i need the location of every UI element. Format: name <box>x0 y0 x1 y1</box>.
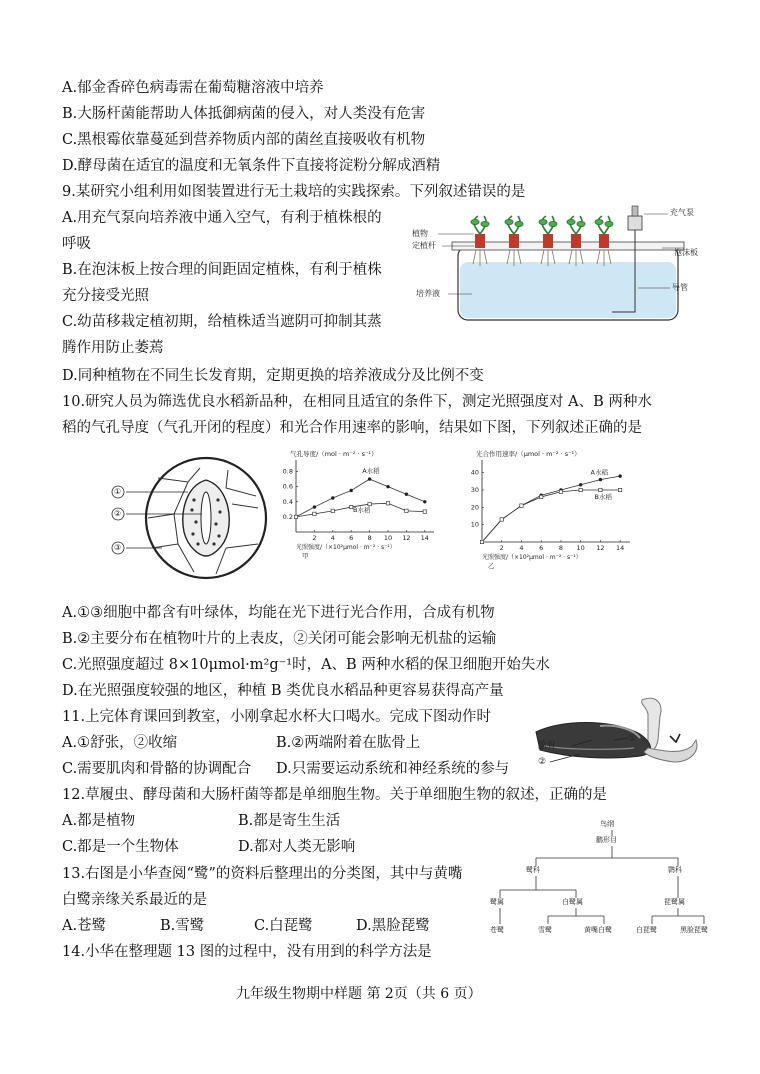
arm-figure <box>530 690 706 786</box>
hydroponic-figure <box>412 202 708 326</box>
q9-option-c-line1: C.幼苗移栽定植初期，给植株适当遮阴可抑制其蒸 <box>62 314 382 330</box>
data-point-a <box>423 500 426 503</box>
y-tick-label: 0.8 <box>282 467 293 476</box>
q11-option-d: D.只需要运动系统和神经系统的参与 <box>276 761 510 777</box>
x-tick-label: 6 <box>349 534 354 542</box>
q11-option-a: A.①舒张，②收缩 <box>62 735 178 751</box>
stomata-figure <box>108 448 278 588</box>
q11-option-c: C.需要肌肉和骨骼的协调配合 <box>62 761 252 777</box>
data-point-a <box>579 483 582 486</box>
tree-family-heron: 鹭科 <box>526 866 540 874</box>
classification-tree <box>476 818 716 952</box>
tree-genus-platalea: 琵鹭属 <box>664 898 685 906</box>
solution-label: 培养液 <box>416 289 440 298</box>
x-axis-label: 光照强度/（×10²μmol · m⁻² · s⁻¹） <box>296 544 396 551</box>
data-point-a <box>313 505 316 508</box>
q12-stem: 12.草履虫、酵母菌和大肠杆菌等都是单细胞生物。关于单细胞生物的叙述，正确的是 <box>62 787 608 803</box>
data-point-b <box>386 502 389 505</box>
q11-stem: 11.上完体育课回到教室，小刚拿起水杯大口喝水。完成下图动作时 <box>62 709 492 725</box>
plant-label: 植物 <box>412 229 428 238</box>
data-point-a <box>405 493 408 496</box>
foam-label: 泡沫板 <box>674 248 698 257</box>
y-tick-label: 0.6 <box>282 482 293 491</box>
q8-option-b: B.大肠杆菌能帮助人体抵御病菌的侵入，对人类没有危害 <box>62 106 426 122</box>
x-tick-label: 12 <box>596 544 605 552</box>
q10-option-c: C.光照强度超过 8×10μmol·m²g⁻¹时，A、B 两种水稻的保卫细胞开始失水 <box>62 657 550 673</box>
data-point-b <box>480 540 483 543</box>
pump-label: 充气泵 <box>670 208 694 217</box>
q8-option-a: A.郁金香碎色病毒需在葡萄糖溶液中培养 <box>62 80 324 96</box>
q13-stem-line1: 13.右图是小华查阅“鹭”的资料后整理出的分类图，其中与黄嘴 <box>62 866 463 882</box>
stomata-diagram <box>108 448 278 588</box>
data-point-b <box>540 495 543 498</box>
data-point-a <box>386 485 389 488</box>
data-point-b <box>500 518 503 521</box>
data-point-b <box>331 509 334 512</box>
series-label-a: A水稻 <box>362 467 380 476</box>
tree-species-snowy-egret: 雪鹭 <box>538 926 552 934</box>
data-point-b <box>520 504 523 507</box>
q9-stem: 9.某研究小组利用如图装置进行无土栽培的实践探索。下列叙述错误的是 <box>62 184 526 200</box>
chart-stomatal-conductance <box>272 446 442 592</box>
q8-option-c: C.黑根霉依靠蔓延到营养物质内部的菌丝直接吸收有机物 <box>62 132 426 148</box>
q13-option-b: B.雪鹭 <box>160 918 205 934</box>
y-tick-label: 0.2 <box>282 512 293 521</box>
data-point-b <box>618 488 621 491</box>
data-point-b <box>579 488 582 491</box>
data-point-a <box>350 489 353 492</box>
q12-option-d: D.都对人类无影响 <box>238 839 356 855</box>
x-tick-label: 4 <box>519 544 524 552</box>
tree-species-grey-heron: 苍鹭 <box>490 926 504 934</box>
arm-diagram <box>530 690 706 786</box>
tree-species-eurasian-spoonbill: 白琵鹭 <box>636 926 657 934</box>
series-label-b: B水稻 <box>353 506 371 515</box>
q12-option-b: B.都是寄生生活 <box>238 813 341 829</box>
x-tick-label: 14 <box>420 534 429 542</box>
y-tick-label: 20 <box>470 503 479 512</box>
humerus-label: 肱骨 <box>538 741 557 751</box>
x-axis-label: 光照强度/（×10²μmol · m⁻² · s⁻¹） <box>482 554 582 561</box>
q10-option-a: A.①③细胞中都含有叶绿体，均能在光下进行光合作用，合成有机物 <box>62 605 495 621</box>
tree-species-chinese-egret: 黄嘴白鹭 <box>584 926 612 934</box>
q13-option-d: D.黑脸琵鹭 <box>356 918 430 934</box>
q8-option-d: D.酵母菌在适宜的温度和无氧条件下直接将淀粉分解成酒精 <box>62 158 441 174</box>
q10-stem-line1: 10.研究人员为筛选优良水稻新品种，在相同且适宜的条件下，测定光照强度对 A、B 两种水 <box>62 394 652 410</box>
q13-option-c: C.白琵鹭 <box>254 918 313 934</box>
y-tick-label: 40 <box>470 468 479 477</box>
y-tick-label: 10 <box>470 520 479 529</box>
tree-family-ibis: 鹮科 <box>668 866 682 874</box>
x-tick-label: 2 <box>499 544 504 552</box>
cell-label-2: ② <box>114 509 122 518</box>
y-tick-label: 30 <box>470 486 479 494</box>
q14-stem: 14.小华在整理题 13 图的过程中，没有用到的科学方法是 <box>62 944 432 960</box>
tree-order: 鹳形目 <box>596 836 617 844</box>
x-tick-label: 8 <box>558 544 564 552</box>
x-tick-label: 10 <box>576 544 585 552</box>
arm-label-2: ② <box>538 757 547 767</box>
data-point-a <box>618 474 621 477</box>
q9-option-a-line1: A.用充气泵向培养液中通入空气，有利于植株根的 <box>62 210 382 226</box>
series-label-a: A水稻 <box>590 468 608 477</box>
rod-label: 定植杆 <box>412 241 436 250</box>
tube-label: 导管 <box>672 283 688 292</box>
data-point-a <box>368 477 371 480</box>
data-point-b <box>405 509 408 512</box>
q9-option-d: D.同种植物在不同生长发育期，定期更换的培养液成分及比例不变 <box>62 368 484 384</box>
data-point-a <box>331 496 334 499</box>
chart-photosynthesis-rate-svg <box>452 446 638 592</box>
chart-photosynthesis-rate <box>452 446 638 592</box>
q9-option-b-line1: B.在泡沫板上按合理的间距固定植株，有利于植株 <box>62 262 382 278</box>
q12-option-c: C.都是一个生物体 <box>62 839 179 855</box>
data-point-b <box>559 490 562 493</box>
cell-label-3: ③ <box>114 543 122 552</box>
x-tick-label: 10 <box>383 534 393 542</box>
q10-stem-line2: 稻的气孔导度（气孔开闭的程度）和光合作用速率的影响，结果如下图，下列叙述正确的是 <box>62 420 642 436</box>
cell-label-1: ① <box>114 487 122 496</box>
q13-option-a: A.苍鹭 <box>62 918 107 934</box>
x-tick-label: 6 <box>539 544 544 552</box>
x-tick-label: 8 <box>367 534 372 542</box>
q9-option-c-line2: 腾作用防止萎蔫 <box>62 340 164 356</box>
data-point-a <box>599 478 602 481</box>
y-tick-label: 0.4 <box>282 497 293 506</box>
tree-class: 鸟纲 <box>600 820 614 828</box>
chart-title: 光合作用速率/（μmol · m⁻² · s⁻¹） <box>476 450 581 458</box>
series-label-b: B水稻 <box>594 493 612 501</box>
q10-option-d: D.在光照强度较强的地区，种植 B 类优良水稻品种更容易获得高产量 <box>62 683 504 699</box>
data-point-b <box>294 515 297 518</box>
hydroponic-diagram <box>412 202 708 326</box>
chart-stomatal-conductance-svg <box>272 446 442 592</box>
x-tick-label: 12 <box>402 534 411 542</box>
chart-caption: 甲 <box>302 552 309 560</box>
q12-option-a: A.都是植物 <box>62 813 136 829</box>
q13-stem-line2: 白鹭亲缘关系最近的是 <box>62 892 207 908</box>
arm-label-1: ① <box>628 734 637 744</box>
tree-genus-ardea: 鹭属 <box>490 898 504 906</box>
tree-species-black-faced-spoonbill: 黑脸琵鹭 <box>680 926 708 934</box>
q9-option-b-line2: 充分接受光照 <box>62 288 149 304</box>
q11-option-b: B.②两端附着在肱骨上 <box>276 735 421 751</box>
x-tick-label: 14 <box>615 544 625 552</box>
data-point-b <box>599 488 602 491</box>
data-point-b <box>423 510 426 513</box>
page-footer: 九年级生物期中样题 第 2页（共 6 页） <box>236 986 482 1002</box>
q10-option-b: B.②主要分布在植物叶片的上表皮，②关闭可能会影响无机盐的运输 <box>62 631 497 647</box>
x-tick-label: 4 <box>330 534 335 542</box>
data-point-b <box>313 512 316 515</box>
q9-option-a-line2: 呼吸 <box>62 236 91 252</box>
series-line-a <box>482 476 620 542</box>
tree-genus-egretta: 白鹭属 <box>562 898 583 906</box>
x-tick-label: 2 <box>312 534 317 542</box>
chart-caption: 乙 <box>488 562 495 570</box>
chart-title: 气孔导度/（mol · m⁻² · s⁻¹） <box>290 450 378 458</box>
